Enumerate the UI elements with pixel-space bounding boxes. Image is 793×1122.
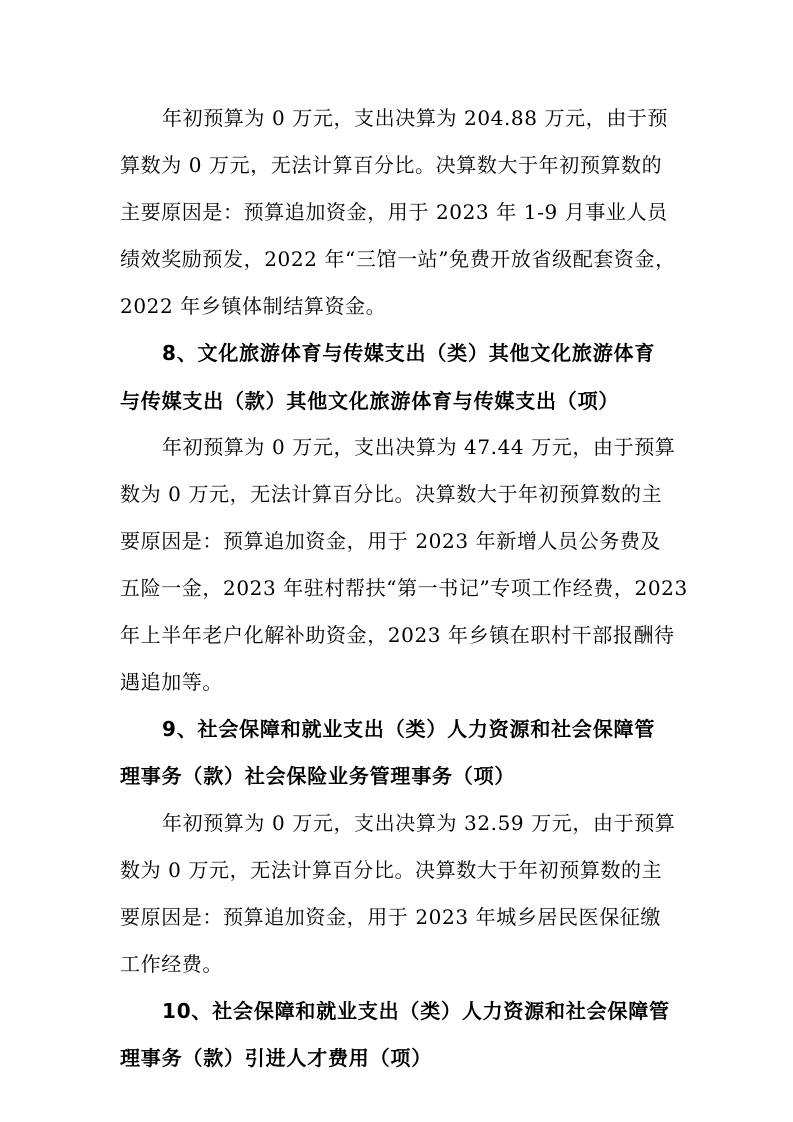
paragraph-line: 数为 0 万元，无法计算百分比。决算数大于年初预算数的主 — [120, 858, 663, 882]
paragraph-line: 年上半年老户化解补助资金，2023 年乡镇在职村干部报酬待 — [120, 623, 675, 647]
paragraph-line: 年初预算为 0 万元，支出决算为 32.59 万元，由于预算 — [162, 811, 676, 835]
section-heading-8: 8、文化旅游体育与传媒支出（类）其他文化旅游体育 — [162, 341, 656, 365]
paragraph-line: 要原因是：预算追加资金，用于 2023 年城乡居民医保征缴 — [120, 905, 662, 929]
section-heading-8: 与传媒支出（款）其他文化旅游体育与传媒支出（项） — [120, 389, 620, 413]
paragraph-line: 要原因是：预算追加资金，用于 2023 年新增人员公务费及 — [120, 529, 662, 553]
section-heading-10: 10、社会保障和就业支出（类）人力资源和社会保障管 — [162, 999, 670, 1023]
paragraph-line: 遇追加等。 — [120, 670, 223, 694]
paragraph-line: 2022 年乡镇体制结算资金。 — [120, 294, 387, 318]
paragraph-line: 年初预算为 0 万元，支出决算为 47.44 万元，由于预算 — [162, 435, 676, 459]
section-heading-9: 理事务（款）社会保险业务管理事务（项） — [120, 764, 516, 788]
paragraph-line: 数为 0 万元，无法计算百分比。决算数大于年初预算数的主 — [120, 482, 663, 506]
paragraph-line: 年初预算为 0 万元，支出决算为 204.88 万元，由于预 — [162, 106, 669, 130]
section-heading-10: 理事务（款）引进人才费用（项） — [120, 1046, 432, 1070]
section-heading-9: 9、社会保障和就业支出（类）人力资源和社会保障管 — [162, 717, 656, 741]
paragraph-line: 绩效奖励预发，2022 年“三馆一站”免费开放省级配套资金， — [120, 247, 676, 271]
paragraph-line: 主要原因是：预算追加资金，用于 2023 年 1-9 月事业人员 — [120, 200, 668, 224]
paragraph-line: 算数为 0 万元，无法计算百分比。决算数大于年初预算数的 — [120, 153, 663, 177]
paragraph-line: 五险一金，2023 年驻村帮扶“第一书记”专项工作经费，2023 — [120, 576, 688, 600]
paragraph-line: 工作经费。 — [120, 952, 223, 976]
